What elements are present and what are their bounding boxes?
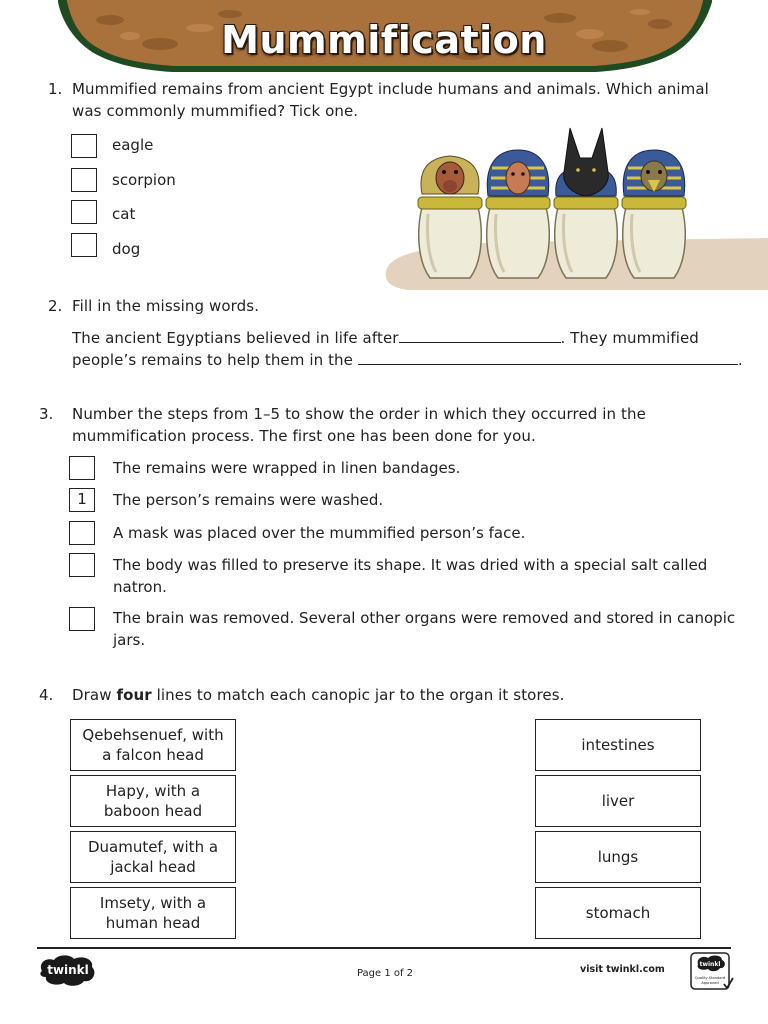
option-eagle: eagle xyxy=(112,136,154,154)
page-title: Mummification xyxy=(221,18,547,62)
step-text-3: A mask was placed over the mummified person’s face. xyxy=(113,524,526,542)
baboon-jar xyxy=(418,156,482,278)
question-4-prompt-b: lines to match each canopic jar to the organ it stores. xyxy=(151,686,565,704)
canopic-jars-illustration xyxy=(378,122,768,294)
step-box-5[interactable] xyxy=(69,607,95,631)
organ-box-liver[interactable] xyxy=(535,775,701,827)
question-1-line-2: was commonly mummified? Tick one. xyxy=(72,102,359,120)
jar-label xyxy=(100,893,206,933)
organ-label: stomach xyxy=(585,904,651,922)
jar-box-imsety[interactable] xyxy=(70,887,236,939)
twinkl-logo-text: twinkl xyxy=(47,963,89,977)
jar-label-line-1: Imsety, with a xyxy=(99,894,207,912)
question-2-text-2a: people’s remains to help them in the xyxy=(72,351,353,369)
page-number: Page 1 of 2 xyxy=(356,968,414,979)
step-text-4-line-1: The body was filled to preserve its shape. It was dried with a special salt called xyxy=(113,556,708,574)
question-3-number: 3. xyxy=(39,405,54,423)
question-2-sentence-1 xyxy=(72,327,699,349)
step-box-2[interactable]: 1 xyxy=(69,488,95,512)
step-box-1[interactable] xyxy=(69,456,95,480)
organ-box-stomach[interactable] xyxy=(535,887,701,939)
falcon-jar xyxy=(622,150,686,278)
question-4-number: 4. xyxy=(39,686,54,704)
jackal-jar xyxy=(554,128,618,278)
jar-label-line-1: Hapy, with a xyxy=(105,782,201,800)
step-text-4-line-2: natron. xyxy=(113,578,167,596)
tick-box-cat[interactable] xyxy=(71,200,97,224)
blank-help-them[interactable] xyxy=(358,350,738,365)
question-2-text-1b: . They mummified xyxy=(560,329,699,347)
jar-label-line-2: baboon head xyxy=(103,802,203,820)
jar-box-hapy[interactable] xyxy=(70,775,236,827)
question-4-prompt xyxy=(72,684,565,706)
blank-life-after[interactable] xyxy=(399,328,561,343)
quality-badge xyxy=(690,952,734,992)
option-dog: dog xyxy=(112,240,141,258)
step-text-5-line-1: The brain was removed. Several other organs were removed and stored in canopic xyxy=(113,609,736,627)
organ-label: liver xyxy=(601,792,635,810)
jar-label xyxy=(82,725,223,765)
question-1-number: 1. xyxy=(48,80,63,98)
visit-link[interactable]: visit twinkl.com xyxy=(580,964,665,975)
question-2-text-1a: The ancient Egyptians believed in life after xyxy=(72,329,399,347)
option-cat: cat xyxy=(112,205,136,223)
footer-divider xyxy=(37,947,731,949)
question-3-line-2: mummification process. The first one has been done for you. xyxy=(72,427,536,445)
question-3-line-1: Number the steps from 1–5 to show the order in which they occurred in the xyxy=(72,405,646,423)
twinkl-logo xyxy=(36,953,100,989)
organ-label: lungs xyxy=(597,848,639,866)
title-banner xyxy=(0,0,768,80)
jar-label xyxy=(104,781,202,821)
badge-caption-2: Approved xyxy=(701,981,719,985)
question-2-sentence-2 xyxy=(72,349,743,371)
question-4-prompt-a: Draw xyxy=(72,686,117,704)
step-text-2: The person’s remains were washed. xyxy=(113,491,384,509)
jar-label-line-1: Duamutef, with a xyxy=(87,838,219,856)
tick-box-dog[interactable] xyxy=(71,233,97,257)
question-2-number: 2. xyxy=(48,297,63,315)
jar-label-line-2: a falcon head xyxy=(102,746,204,764)
organ-box-lungs[interactable] xyxy=(535,831,701,883)
organ-label: intestines xyxy=(581,736,655,754)
jar-label-line-2: jackal head xyxy=(110,858,196,876)
badge-caption-1: Quality Standard xyxy=(694,976,726,980)
human-jar xyxy=(486,150,550,278)
jar-label-line-2: human head xyxy=(105,914,201,932)
question-2-prompt: Fill in the missing words. xyxy=(72,297,260,315)
organ-box-intestines[interactable] xyxy=(535,719,701,771)
step-box-3[interactable] xyxy=(69,521,95,545)
tick-box-scorpion[interactable] xyxy=(71,168,97,192)
jar-label-line-1: Qebehsenuef, with xyxy=(82,726,224,744)
step-box-4[interactable] xyxy=(69,553,95,577)
badge-logo-text: twinkl xyxy=(699,961,721,968)
step-text-1: The remains were wrapped in linen bandages. xyxy=(113,459,461,477)
step-text-5-line-2: jars. xyxy=(113,631,146,649)
question-1-line-1: Mummified remains from ancient Egypt include humans and animals. Which animal xyxy=(72,80,709,98)
jar-label xyxy=(88,837,218,877)
jar-box-qebehsenuef[interactable] xyxy=(70,719,236,771)
tick-box-eagle[interactable] xyxy=(71,134,97,158)
question-4-prompt-bold: four xyxy=(116,686,152,704)
question-2-text-2b: . xyxy=(737,351,743,369)
option-scorpion: scorpion xyxy=(112,171,176,189)
jar-box-duamutef[interactable] xyxy=(70,831,236,883)
